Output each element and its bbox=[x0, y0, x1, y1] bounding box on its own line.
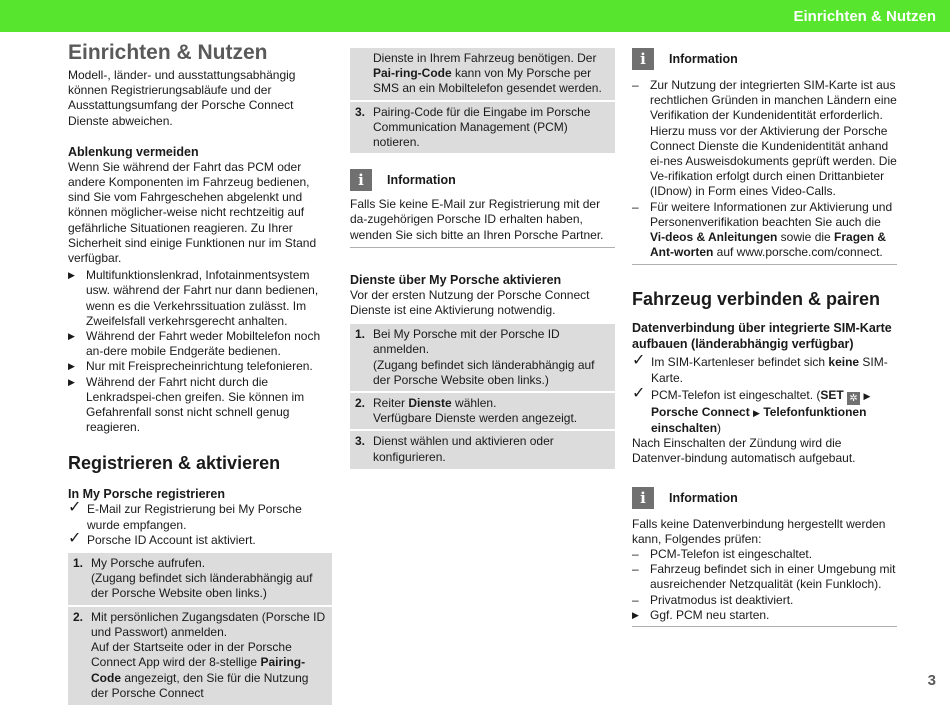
checkmark-icon: ✓ bbox=[68, 529, 82, 547]
info-text: Falls keine Datenverbindung hergestellt werden kann, Folgendes prüfen: bbox=[632, 516, 886, 546]
intro-text: Modell-, länder- und ausstattungsabhängig können Registrierungsabläufe und der Ausstattungsumfang der Porsche Connect Dienste abweichen. bbox=[68, 68, 296, 128]
arrow-bullet-icon: ▶ bbox=[68, 376, 75, 387]
page-title: Einrichten & Nutzen bbox=[68, 41, 268, 64]
page-number: 3 bbox=[927, 672, 936, 689]
activate-steps bbox=[350, 324, 615, 469]
register-steps-continued bbox=[350, 48, 615, 153]
info-box bbox=[632, 487, 897, 627]
header-title: Einrichten & Nutzen bbox=[793, 8, 936, 25]
action-list bbox=[632, 608, 897, 623]
checkmark-icon: ✓ bbox=[632, 384, 646, 402]
list-item: ▶ Multifunktionslenkrad, Infotainmentsystem usw. während der Fahrt nur dann bedienen, wenn es die Verkehrssituation zulässt. Im Zweifelsfall verkehrsgerecht anhalten. bbox=[68, 268, 319, 328]
distraction-list bbox=[68, 268, 332, 435]
info-text: Falls Sie keine E-Mail zur Registrierung mit der da-zugehörigen Porsche ID erhalten haben, wenden Sie sich bitte an Ihren Porsche Partner. bbox=[350, 197, 615, 248]
list-item: ✓ Porsche ID Account ist aktiviert. bbox=[68, 529, 256, 547]
list-item: ✓ PCM-Telefon ist eingeschaltet. (SET ✲ ▶ Porsche Connect ▶ Telefonfunktionen einschalten) bbox=[632, 384, 871, 436]
activate-text: Vor der ersten Nutzung der Porsche Connect Dienste ist eine Aktivierung notwendig. bbox=[350, 287, 590, 318]
list-item: – Zur Nutzung der integrierten SIM-Karte ist aus rechtlichen Gründen in manchen Ländern eine Verifikation der Kundenidentität erforderlich. Hierzu muss vor der Aktivierung der Porsche Connect Dienste die Kundenidentität anhand ei-nes Ausweisdokuments geprüft werden. Die Ve-rifikation erfolgt durch einen Drittanbieter (IDnow) in Form eines Video-Calls. bbox=[632, 78, 897, 199]
arrow-icon: ▶ bbox=[753, 407, 760, 418]
info-icon: i bbox=[350, 169, 372, 191]
register-section-title: Registrieren & aktivieren bbox=[68, 453, 281, 474]
list-item: ▶ Nur mit Freisprecheinrichtung telefonieren. bbox=[68, 359, 313, 374]
info-icon: i bbox=[632, 48, 654, 70]
step-item: 2. Mit persönlichen Zugangsdaten (Porsche ID und Passwort) anmelden. Auf der Startseite oder in der Porsche Connect App wird der 8-stellige Pairing-Code angezeigt, den Sie für die Nutzung der Porsche Connect bbox=[73, 609, 326, 700]
sim-heading: Datenverbindung über integrierte SIM-Karte aufbauen (länderabhängig verfügbar) bbox=[632, 321, 892, 352]
checkmark-icon: ✓ bbox=[632, 352, 646, 370]
info-body bbox=[632, 517, 897, 627]
step-item: 3. Pairing-Code für die Eingabe im Porsche Communication Management (PCM) notieren. bbox=[355, 104, 591, 150]
list-item: ✓ Im SIM-Kartenleser befindet sich keine SIM-Karte. bbox=[632, 352, 888, 385]
myporsche-heading: In My Porsche registrieren bbox=[68, 487, 226, 502]
info-box bbox=[350, 169, 615, 248]
step-item: 2. Reiter Dienste wählen. Verfügbare Dienste werden angezeigt. bbox=[350, 393, 615, 431]
sim-text: Nach Einschalten der Zündung wird die Datenver-bindung automatisch aufgebaut. bbox=[632, 436, 856, 466]
connect-section-title: Fahrzeug verbinden & pairen bbox=[632, 289, 881, 310]
arrow-icon: ▶ bbox=[863, 390, 871, 401]
step-item: 3. Dienst wählen und aktivieren oder konfigurieren. bbox=[355, 434, 554, 464]
register-steps bbox=[68, 553, 332, 705]
distraction-text: Wenn Sie während der Fahrt das PCM oder andere Komponenten im Fahrzeug bedienen, sind Sie vom Fahrgeschehen abgelenkt und können möglicher-weise nicht rechtzeitig auf gefährliche Situationen reagieren. Zu Ihrer Sicherheit sind einige Funktionen nur im Stand verfügbar. bbox=[68, 159, 317, 266]
step-item: 1. Bei My Porsche mit der Porsche ID anmelden. (Zugang befindet sich länderabhängig auf der Porsche Website oben links.) bbox=[350, 324, 615, 393]
list-item: ▶ Während der Fahrt nicht durch die Lenkradspei-chen greifen. Sie können im Gefahrenfall sonst nicht schnell genug reagieren. bbox=[68, 374, 305, 435]
arrow-bullet-icon: ▶ bbox=[68, 331, 75, 342]
list-item: ▶ Während der Fahrt weder Mobiltelefon noch an-dere mobile Endgeräte bedienen. bbox=[68, 329, 321, 359]
settings-icon: ✲ bbox=[847, 392, 860, 405]
list-item: – Privatmodus ist deaktiviert. bbox=[632, 592, 794, 607]
list-item: – Für weitere Informationen zur Aktivierung und Personenverifikation beachten Sie auch die Vi-deos & Anleitungen sowie die Fragen & Ant-worten auf www.porsche.com/connect. bbox=[632, 199, 893, 260]
column-2 bbox=[350, 40, 615, 469]
arrow-bullet-icon: ▶ bbox=[68, 361, 75, 372]
list-item: – Fahrzeug befindet sich in einer Umgebung mit ausreichender Netzqualität (kein Funkloch). bbox=[632, 562, 896, 592]
info-header: i Information bbox=[632, 48, 897, 70]
list-item: ▶ Ggf. PCM neu starten. bbox=[632, 607, 770, 622]
checkmark-icon: ✓ bbox=[68, 499, 82, 517]
column-3 bbox=[632, 40, 897, 627]
sim-check-list bbox=[632, 352, 897, 436]
info-header: i Information bbox=[632, 487, 897, 509]
step-item: Dienste in Ihrem Fahrzeug benötigen. Der Pai-ring-Code kann von My Porsche per SMS an ein Mobiltelefon gesendet werden. bbox=[350, 48, 615, 102]
info-list bbox=[632, 78, 897, 265]
prerequisite-list bbox=[68, 499, 332, 548]
info-box bbox=[632, 48, 897, 265]
info-list bbox=[632, 547, 897, 608]
list-item: ✓ E-Mail zur Registrierung bei My Porsche wurde empfangen. bbox=[68, 499, 302, 532]
arrow-bullet-icon: ▶ bbox=[68, 270, 75, 281]
arrow-bullet-icon: ▶ bbox=[632, 609, 639, 620]
step-item: 1. My Porsche aufrufen. (Zugang befindet sich länderabhängig auf der Porsche Website oben links.) bbox=[68, 553, 332, 607]
header-bar bbox=[0, 0, 950, 32]
info-icon: i bbox=[632, 487, 654, 509]
info-header: i Information bbox=[350, 169, 615, 191]
distraction-heading: Ablenkung vermeiden bbox=[68, 144, 199, 159]
activate-heading: Dienste über My Porsche aktivieren bbox=[350, 272, 562, 287]
column-1 bbox=[68, 40, 332, 705]
list-item: – PCM-Telefon ist eingeschaltet. bbox=[632, 547, 813, 562]
